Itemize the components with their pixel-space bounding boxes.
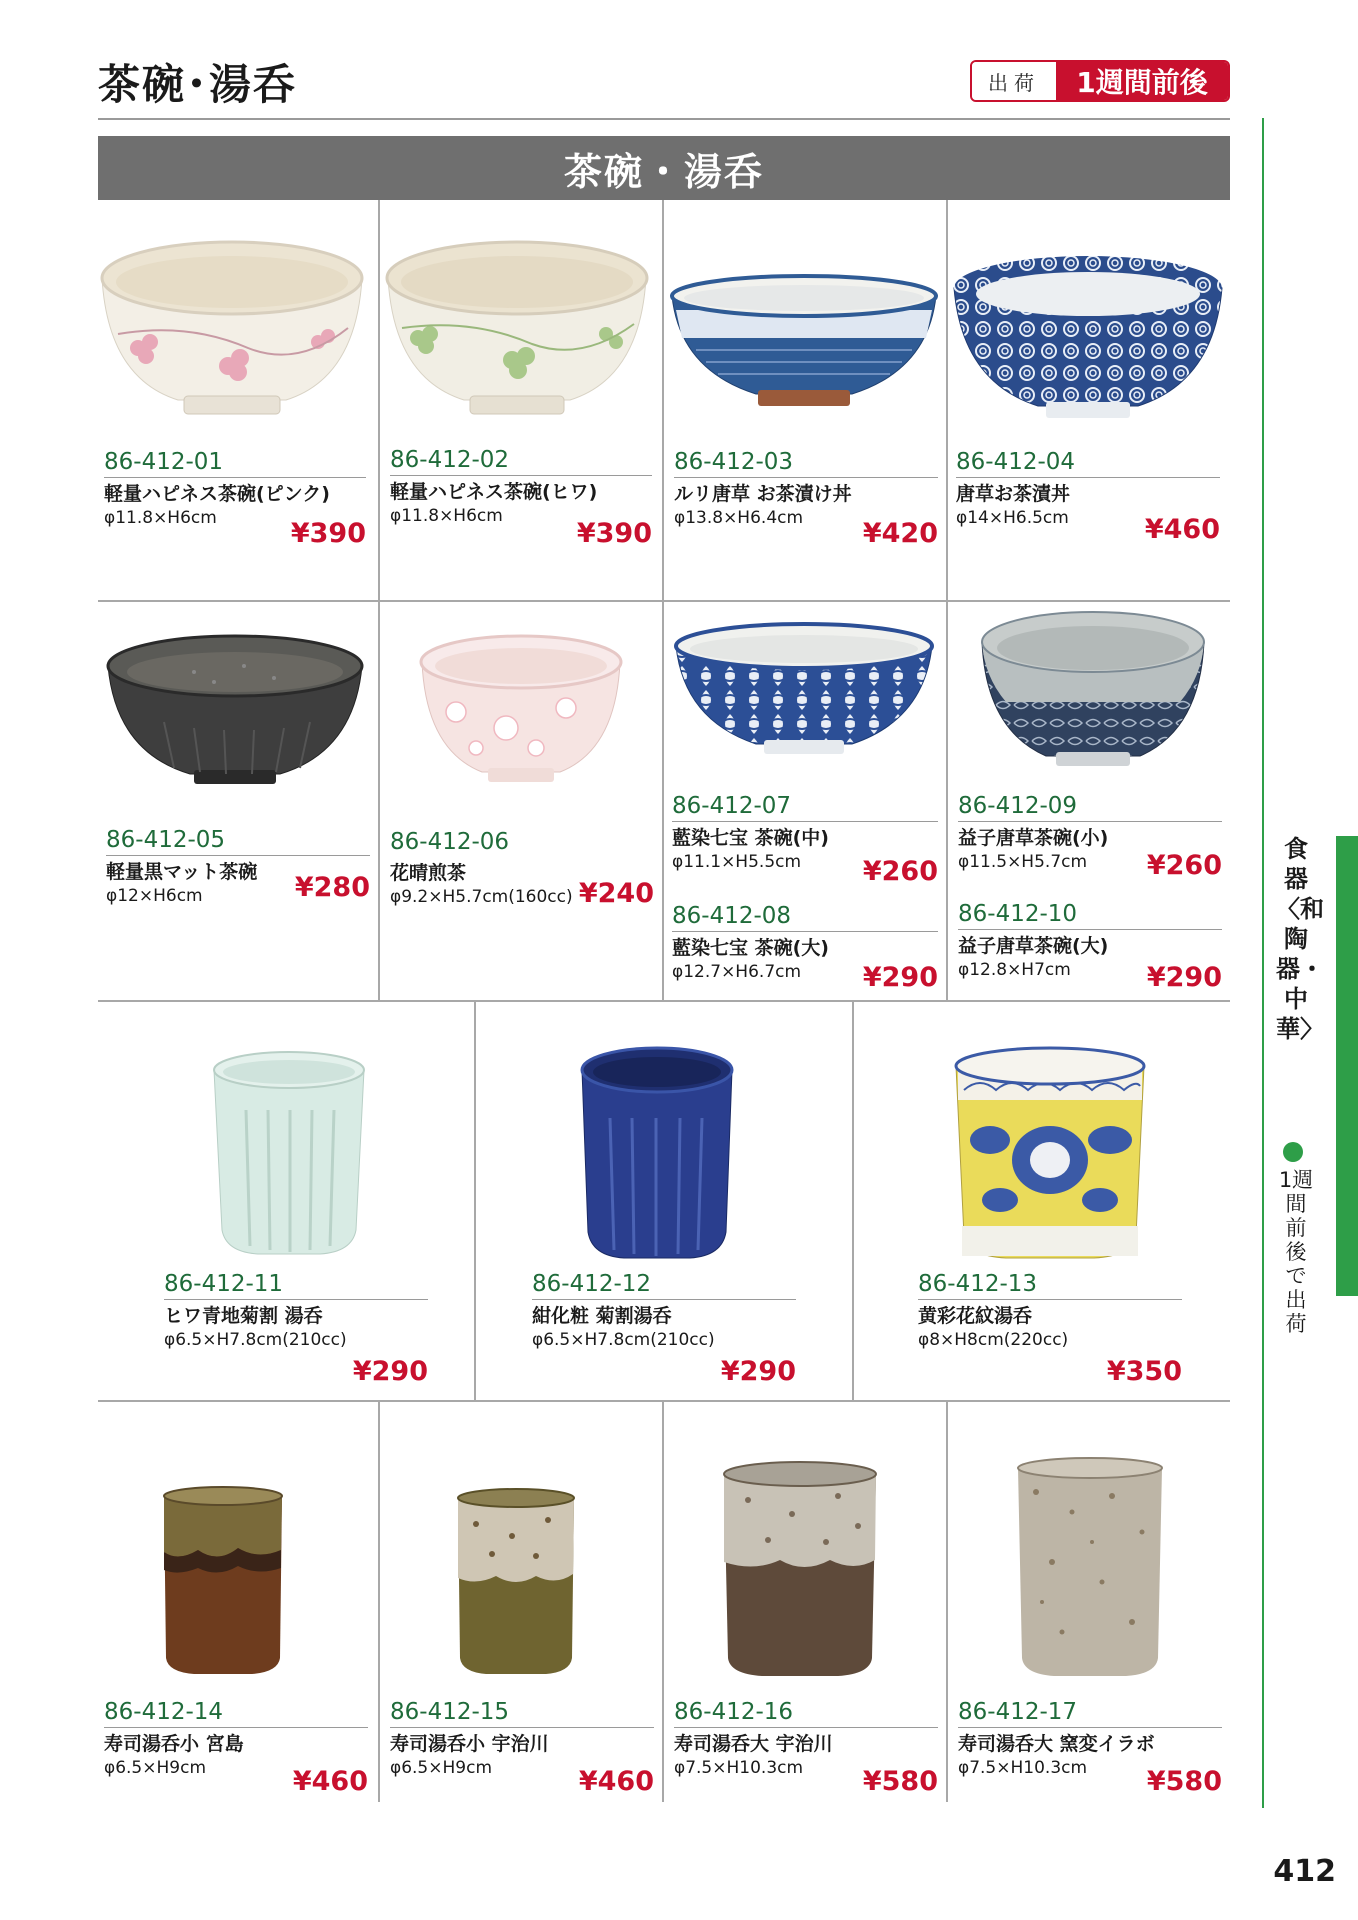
product-name: ルリ唐草 お茶漬け丼 [674,483,852,505]
product-name: 寿司湯呑小 宇治川 [390,1733,549,1755]
product-card [672,902,938,993]
product-card [106,826,370,907]
product-spec: φ9.2×H5.7cm(160cc) [390,887,573,907]
product-photo-rice-bowl-pink [98,238,366,420]
product-price: ¥290 [720,1356,796,1387]
product-name: 益子唐草茶碗(小) [958,827,1109,849]
product-code: 86-412-13 [918,1270,1182,1300]
product-photo-mashiko-karakusa-bowl [976,606,1210,776]
product-price: ¥290 [1146,962,1222,993]
product-code: 86-412-08 [672,902,938,932]
product-name: 軽量ハピネス茶碗(ヒワ) [390,481,598,503]
product-spec: φ6.5×H7.8cm(210cc) [164,1330,347,1350]
grid-divider [946,1400,948,1802]
sidebar-shipping-note: 1週間前後で出荷 [1278,1168,1314,1336]
product-card [532,1270,796,1387]
product-photo-black-matte-bowl [104,632,366,794]
product-card [674,448,938,549]
product-photo-karakusa-ochazuke-bowl [950,252,1226,428]
product-name: 軽量ハピネス茶碗(ピンク) [104,483,330,505]
product-name: 紺化粧 菊割湯呑 [532,1305,672,1327]
product-code: 86-412-05 [106,826,370,856]
product-code: 86-412-10 [958,900,1222,930]
product-code: 86-412-02 [390,446,652,476]
product-photo-sushi-cup-irabo [1012,1452,1168,1678]
product-name: 寿司湯呑大 宇治川 [674,1733,833,1755]
title-divider [98,118,1230,120]
product-photo-yellow-floral-teacup [950,1040,1150,1262]
product-card [958,900,1222,993]
product-card [958,792,1222,881]
product-code: 86-412-15 [390,1698,654,1728]
product-card [672,792,938,887]
product-spec: φ12.7×H6.7cm [672,962,802,982]
product-spec: φ6.5×H9cm [104,1758,206,1778]
product-price: ¥350 [1106,1356,1182,1387]
product-price: ¥290 [352,1356,428,1387]
product-price: ¥240 [578,878,654,909]
grid-divider [852,1000,854,1400]
product-name: 黄彩花紋湯呑 [918,1305,1033,1327]
grid-divider [662,600,664,1000]
product-price: ¥260 [862,856,938,887]
grid-divider [98,1000,1230,1002]
product-card [164,1270,428,1387]
shipping-badge-label: 出荷 [972,62,1056,100]
grid-divider [946,200,948,600]
product-spec: φ8×H8cm(220cc) [918,1330,1069,1350]
product-card [390,1698,654,1797]
product-spec: φ11.8×H6cm [390,506,503,526]
grid-divider [662,1400,664,1802]
product-card [958,1698,1222,1797]
product-name: 花晴煎茶 [390,862,467,884]
product-name: 藍染七宝 茶碗(中) [672,827,829,849]
product-photo-sushi-cup-ujigawa-large [718,1456,882,1678]
product-photo-ochazuke-bowl-ruri [666,270,942,418]
product-spec: φ13.8×H6.4cm [674,508,804,528]
product-name: 藍染七宝 茶碗(大) [672,937,829,959]
product-name: 寿司湯呑小 宮島 [104,1733,244,1755]
product-price: ¥580 [862,1766,938,1797]
product-photo-hiwa-teacup [206,1040,372,1262]
product-spec: φ11.5×H5.7cm [958,852,1088,872]
product-code: 86-412-04 [956,448,1220,478]
product-code: 86-412-06 [390,829,510,855]
sidebar-index-tab [1336,836,1358,1296]
product-photo-rice-bowl-green [382,238,652,420]
page-number: 412 [1273,1854,1336,1889]
product-price: ¥460 [292,1766,368,1797]
product-name: 軽量黒マット茶碗 [106,861,258,883]
grid-divider [98,1400,1230,1402]
product-spec: φ7.5×H10.3cm [674,1758,804,1778]
product-name: 唐草お茶漬丼 [956,483,1071,505]
product-card [390,828,654,908]
product-price: ¥460 [578,1766,654,1797]
product-spec: φ11.1×H5.5cm [672,852,802,872]
bullet-dot-icon [1283,1142,1303,1162]
shipping-badge-value: 1週間前後 [1056,62,1228,100]
product-price: ¥280 [294,872,370,903]
grid-divider [98,600,1230,602]
product-price: ¥390 [576,518,652,549]
product-card [104,448,366,549]
product-card [390,446,652,549]
shipping-badge [970,60,1230,102]
product-code: 86-412-16 [674,1698,938,1728]
product-spec: φ6.5×H7.8cm(210cc) [532,1330,715,1350]
product-photo-sushi-cup-miyajima [158,1480,288,1676]
product-code: 86-412-11 [164,1270,428,1300]
sidebar-rule [1262,118,1264,1808]
product-spec: φ12×H6cm [106,886,203,906]
product-price: ¥260 [1146,850,1222,881]
product-price: ¥580 [1146,1766,1222,1797]
product-card [956,448,1220,545]
product-code: 86-412-14 [104,1698,368,1728]
product-code: 86-412-07 [672,792,938,822]
product-code: 86-412-09 [958,792,1222,822]
grid-divider [474,1000,476,1400]
product-code: 86-412-17 [958,1698,1222,1728]
product-code: 86-412-01 [104,448,366,478]
product-price: ¥460 [1144,514,1220,545]
product-spec: φ14×H6.5cm [956,508,1069,528]
product-price: ¥290 [862,962,938,993]
product-code: 86-412-03 [674,448,938,478]
product-card [918,1270,1182,1387]
product-price: ¥420 [862,518,938,549]
grid-divider [378,200,380,600]
product-spec: φ12.8×H7cm [958,960,1071,980]
product-code: 86-412-12 [532,1270,796,1300]
product-name: 寿司湯呑大 窯変イラボ [958,1733,1155,1755]
product-spec: φ7.5×H10.3cm [958,1758,1088,1778]
product-spec: φ11.8×H6cm [104,508,217,528]
product-spec: φ6.5×H9cm [390,1758,492,1778]
grid-divider [378,600,380,1000]
product-photo-sushi-cup-ujigawa-small [452,1484,580,1676]
product-name: 益子唐草茶碗(大) [958,935,1109,957]
grid-divider [662,200,664,600]
product-photo-navy-teacup [574,1038,740,1266]
grid-divider [378,1400,380,1802]
product-photo-aizome-shippo-bowl [670,616,938,766]
product-card [674,1698,938,1797]
product-name: ヒワ青地菊割 湯呑 [164,1305,323,1327]
page-title: 茶碗･湯呑 [98,60,298,109]
sidebar-category-label: 食器〈和陶器・中華〉 [1276,835,1324,1043]
product-price: ¥390 [290,518,366,549]
section-header: 茶碗・湯呑 [98,136,1230,200]
product-photo-hanahare-teacup [416,632,626,792]
product-card [104,1698,368,1797]
grid-divider [946,600,948,1000]
